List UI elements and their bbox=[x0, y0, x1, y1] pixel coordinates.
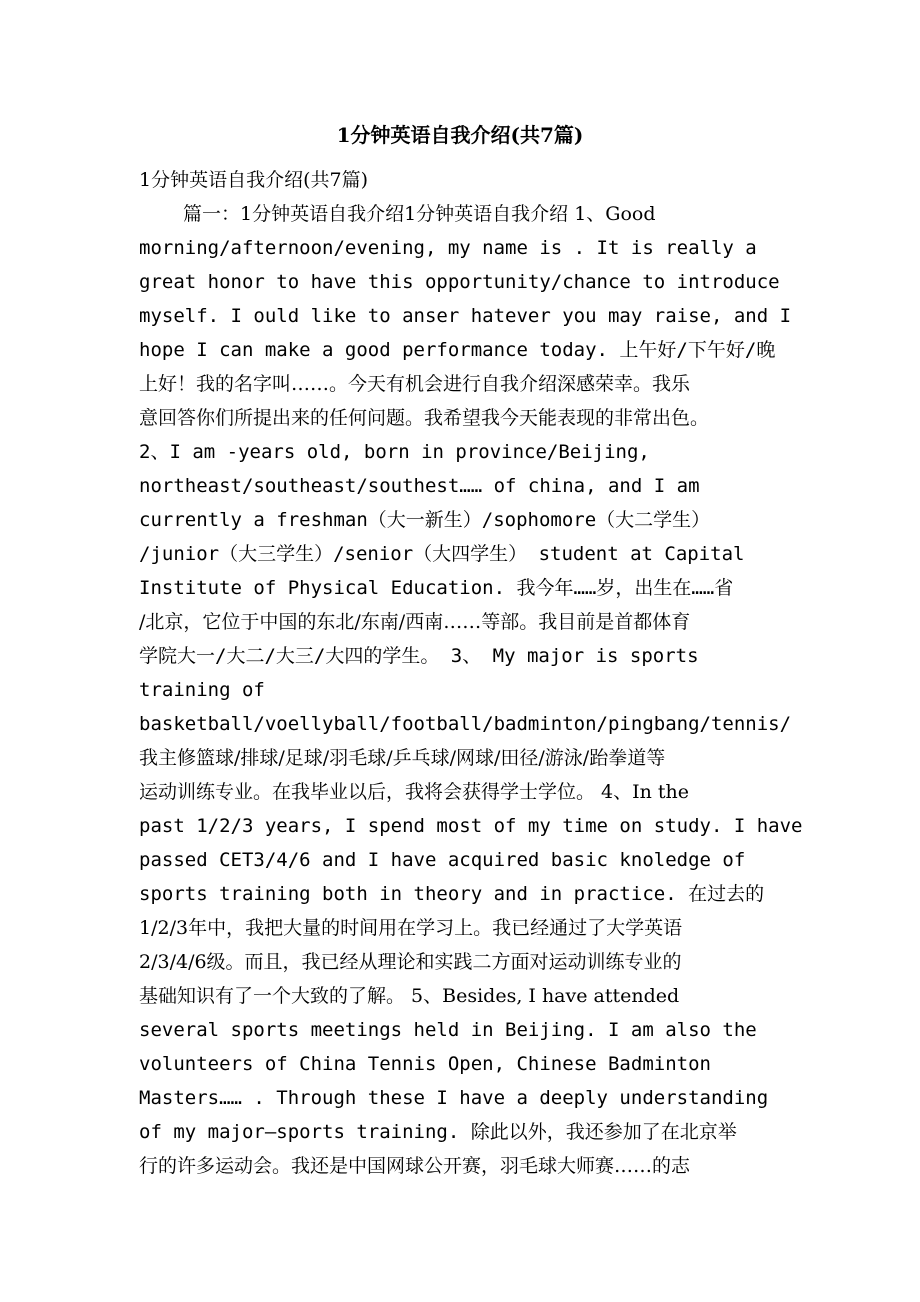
body-line: 2/3/4/6级。而且，我已经从理论和实践二方面对运动训练专业的 bbox=[139, 951, 682, 973]
document-body bbox=[139, 197, 803, 1183]
body-line: training of bbox=[139, 679, 265, 701]
body-line: past 1/2/3 years, I spend most of my time on study. I have bbox=[139, 815, 803, 837]
body-line: Institute of Physical Education. 我今年……岁，出生在……省 bbox=[139, 577, 734, 599]
body-line: /北京，它位于中国的东北/东南/西南……等部。我目前是首都体育 bbox=[139, 611, 691, 633]
document-subtitle: 1分钟英语自我介绍(共7篇) bbox=[139, 169, 369, 191]
body-line: 上好！我的名字叫……。今天有机会进行自我介绍深感荣幸。我乐 bbox=[139, 373, 691, 395]
body-line: of my major—sports training. 除此以外，我还参加了在北京举 bbox=[139, 1121, 737, 1143]
body-line: 2、I am -years old, born in province/Beijing, bbox=[139, 441, 650, 463]
body-line: /junior（大三学生）/senior（大四学生） student at Capital bbox=[139, 543, 745, 565]
body-line: volunteers of China Tennis Open, Chinese Badminton bbox=[139, 1053, 711, 1075]
body-line: 行的许多运动会。我还是中国网球公开赛，羽毛球大师赛……的志 bbox=[139, 1155, 691, 1177]
body-line: 意回答你们所提出来的任何问题。我希望我今天能表现的非常出色。 bbox=[139, 407, 710, 429]
body-line: currently a freshman（大一新生）/sophomore（大二学生） bbox=[139, 509, 711, 531]
body-line: 篇一：1分钟英语自我介绍1分钟英语自我介绍 1、Good bbox=[183, 203, 656, 225]
body-line: hope I can make a good performance today. 上午好/下午好/晚 bbox=[139, 339, 776, 361]
body-line: northeast/southeast/southest…… of china, and I am bbox=[139, 475, 700, 497]
body-line: 我主修篮球/排球/足球/羽毛球/乒乓球/网球/田径/游泳/跆拳道等 bbox=[139, 747, 666, 769]
body-line: 运动训练专业。在我毕业以后，我将会获得学士学位。 4、In the bbox=[139, 781, 690, 803]
body-line: sports training both in theory and in practice. 在过去的 bbox=[139, 883, 765, 905]
body-line: basketball/voellyball/football/badminton/pingbang/tennis/ bbox=[139, 713, 792, 735]
document-title: 1分钟英语自我介绍(共7篇) bbox=[336, 123, 584, 147]
body-line: great honor to have this opportunity/chance to introduce bbox=[139, 271, 780, 293]
body-line: several sports meetings held in Beijing. I am also the bbox=[139, 1019, 757, 1041]
body-line: passed CET3/4/6 and I have acquired basic knoledge of bbox=[139, 849, 746, 871]
body-line: 学院大一/大二/大三/大四的学生。 3、 My major is sports bbox=[139, 645, 699, 667]
body-line: morning/afternoon/evening, my name is . It is really a bbox=[139, 237, 757, 259]
body-line: 1/2/3年中，我把大量的时间用在学习上。我已经通过了大学英语 bbox=[139, 917, 683, 939]
body-line: myself. I ould like to anser hatever you may raise, and I bbox=[139, 305, 792, 327]
body-line: 基础知识有了一个大致的了解。 5、Besides, I have attended bbox=[139, 985, 680, 1007]
body-line: Masters…… . Through these I have a deeply understanding bbox=[139, 1087, 769, 1109]
